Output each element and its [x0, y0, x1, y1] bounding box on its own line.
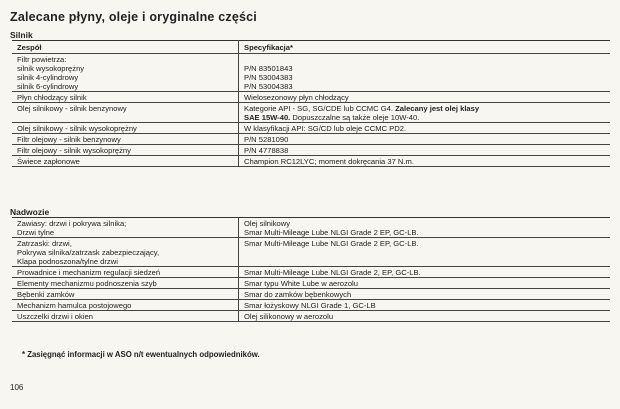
component-line: Klapa podnoszona/tylne drzwi — [17, 257, 118, 266]
body-section-label: Nadwozie — [10, 207, 50, 217]
component-line: silnik 6-cylindrowy — [17, 82, 79, 91]
component-cell: Prowadnice i mechanizm regulacji siedzeń — [12, 267, 239, 278]
spec-cell: Champion RC12LYC; moment dokręcania 37 N.m. — [239, 156, 611, 167]
spec-line: P/N 53004383 — [244, 73, 293, 82]
table-row — [12, 238, 610, 267]
header-specification: Specyfikacja* — [239, 41, 611, 54]
table-row — [12, 267, 610, 278]
spec-line — [244, 55, 607, 64]
component-line: Zawiasy: drzwi i pokrywa silnika; — [17, 219, 127, 228]
component-cell: Olej silnikowy - silnik benzynowy — [12, 103, 239, 123]
spec-cell: P/N 5281090 — [239, 134, 611, 145]
spec-line: P/N 53004383 — [244, 82, 293, 91]
spec-line: Olej silnikowy — [244, 219, 290, 228]
spec-cell: P/N 4778838 — [239, 145, 611, 156]
component-line: Drzwi tylne — [17, 228, 55, 237]
spec-cell — [239, 103, 611, 123]
component-line: silnik 4-cylindrowy — [17, 73, 79, 82]
spec-text: Dopuszczalne są także oleje 10W-40. — [290, 113, 420, 122]
spec-cell: Smar Multi-Mileage Lube NLGI Grade 2, EP, GC-LB. — [239, 267, 611, 278]
footnote: * Zasięgnąć informacji w ASO n/t ewentualnych odpowiedników. — [22, 350, 260, 359]
component-cell: Filtr olejowy - silnik wysokoprężny — [12, 145, 239, 156]
component-cell: Świece zapłonowe — [12, 156, 239, 167]
table-row — [12, 92, 610, 103]
component-cell: Uszczelki drzwi i okien — [12, 311, 239, 322]
engine-section-label: Silnik — [10, 30, 33, 40]
table-row — [12, 54, 610, 92]
page-title: Zalecane płyny, oleje i oryginalne części — [10, 10, 257, 24]
spec-cell: Olej silikonowy w aerozolu — [239, 311, 611, 322]
page-number: 106 — [10, 383, 24, 392]
spec-cell: Smar łożyskowy NLGI Grade 1, GC-LB — [239, 300, 611, 311]
table-row — [12, 123, 610, 134]
spec-cell: Wielosezonowy płyn chłodzący — [239, 92, 611, 103]
spec-line: P/N 83501843 — [244, 64, 293, 73]
table-row — [12, 145, 610, 156]
engine-table-header — [12, 41, 610, 54]
spec-line: Smar Multi-Mileage Lube NLGI Grade 2 EP, GC-LB. — [244, 228, 419, 237]
table-row — [12, 156, 610, 167]
spec-oil-grade: SAE 15W-40. — [244, 113, 291, 122]
component-cell: Płyn chłodzący silnik — [12, 92, 239, 103]
component-line: Zatrzaski: drzwi, — [17, 239, 72, 248]
table-row — [12, 218, 610, 238]
spec-cell: Smar typu White Lube w aerozolu — [239, 278, 611, 289]
component-line: silnik wysokoprężny — [17, 64, 85, 73]
table-row — [12, 103, 610, 123]
component-cell: Filtr olejowy - silnik benzynowy — [12, 134, 239, 145]
spec-cell: W klasyfikacji API: SG/CD lub oleje CCMC PD2. — [239, 123, 611, 134]
spec-cell: Smar do zamków bębenkowych — [239, 289, 611, 300]
component-cell: Mechanizm hamulca postojowego — [12, 300, 239, 311]
component-line: Filtr powietrza: — [17, 55, 67, 64]
table-row — [12, 300, 610, 311]
table-row — [12, 311, 610, 322]
component-cell: Bębenki zamków — [12, 289, 239, 300]
spec-recommendation: Zalecany jest olej klasy — [395, 104, 480, 113]
engine-table — [12, 40, 610, 167]
component-cell: Olej silnikowy - silnik wysokoprężny — [12, 123, 239, 134]
body-table — [12, 217, 610, 322]
header-component: Zespół — [12, 41, 239, 54]
component-cell: Elementy mechanizmu podnoszenia szyb — [12, 278, 239, 289]
table-row — [12, 134, 610, 145]
spec-cell: Smar Multi-Mileage Lube NLGI Grade 2 EP, GC-LB. — [239, 238, 611, 267]
spec-text: Kategorie API - SG, SG/CDE lub CCMC G4. — [244, 104, 396, 113]
table-row — [12, 278, 610, 289]
table-row — [12, 289, 610, 300]
component-line: Pokrywa silnika/zatrzask zabezpieczający, — [17, 248, 160, 257]
